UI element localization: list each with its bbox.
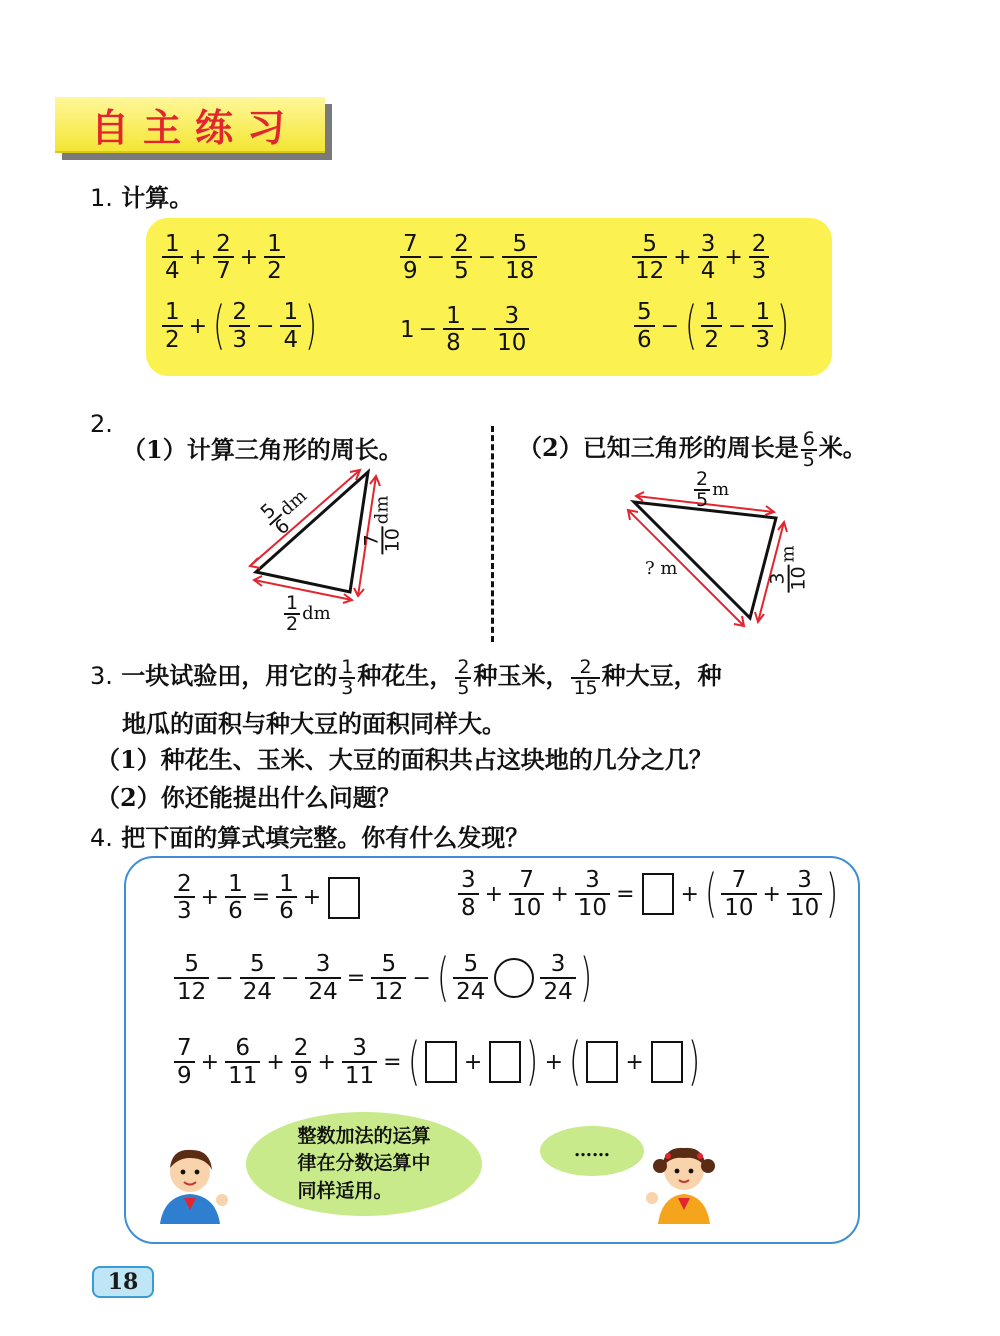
girl-character-icon [644, 1136, 724, 1226]
expr-1-1: $\frac{1}{4}$ + $\frac{2}{7}$ + $\frac{1}{2}$ [160, 232, 287, 283]
answer-blank[interactable] [489, 1041, 521, 1083]
question-2-part2: （2）已知三角形的周长是 $\frac{6}{5}$ 米。 [518, 427, 867, 471]
boy-character-icon [150, 1140, 230, 1226]
expr-1-2: $\frac{7}{9}$ − $\frac{2}{5}$ − $\frac{5}{18}$ [398, 232, 539, 283]
question-4: 4. 把下面的算式填完整。你有什么发现？ [90, 823, 530, 852]
question-2-part1: （1）计算三角形的周长。 [122, 435, 403, 464]
expr-2-3: $\frac{5}{6}$ − ( $\frac{1}{2}$ − $\frac{1}{3}$ ) [632, 300, 791, 352]
fraction: $\frac{2}{15}$ [573, 655, 598, 699]
question-3-line1: 3. 一块试验田，用它的 $\frac{1}{3}$ 种花生， $\frac{2}{5}$ 种玉米， $\frac{2}{15}$ 种大豆，种 [90, 655, 722, 699]
triangle-2-right-label: 3 10 m [766, 545, 810, 591]
question-number: 1. [90, 184, 113, 212]
fraction: $\frac{2}{5}$ [451, 232, 472, 283]
equation-3: $\frac{5}{12}$ − $\frac{5}{24}$ − $\frac{3}{24}$ = $\frac{5}{12}$ − ( $\frac{5}{24}$ $\frac{3}{24}$ ) [172, 952, 594, 1004]
fraction: $\frac{3}{10}$ [494, 304, 529, 355]
triangle-2-top-label: $\frac{2}{5}$ m [696, 468, 730, 511]
expr-1-3: $\frac{5}{12}$ + $\frac{3}{4}$ + $\frac{2}{3}$ [630, 232, 771, 283]
question-3-line2: 地瓜的面积与种大豆的面积同样大。 [122, 709, 506, 738]
triangle-1-bottom-label: $\frac{1}{2}$ dm [286, 592, 331, 635]
answer-blank[interactable] [586, 1041, 618, 1083]
fraction: $\frac{1}{3}$ [341, 655, 354, 699]
fraction: $\frac{1}{4}$ [162, 232, 183, 283]
fraction: $\frac{2}{3}$ [229, 300, 250, 351]
fraction: $\frac{5}{12}$ [632, 232, 667, 283]
fraction: $\frac{3}{4}$ [698, 232, 719, 283]
triangle-1-right-label: 7 10 dm [360, 495, 404, 553]
question-3-sub2: （2）你还能提出什么问题？ [96, 783, 401, 812]
fraction: $\frac{1}{2}$ [701, 300, 722, 351]
fraction: $\frac{2}{5}$ [457, 655, 470, 699]
page-number: 18 [92, 1266, 154, 1298]
answer-blank[interactable] [328, 877, 360, 919]
triangle-1-left-label: 5 6 dm [256, 485, 312, 540]
question-text: 计算。 [121, 183, 194, 212]
question-2-number: 2. [90, 410, 113, 438]
equation-4: $\frac{7}{9}$ + $\frac{6}{11}$ + $\frac{2}{9}$ + $\frac{3}{11}$ = ( + ) + ( + ) [172, 1036, 702, 1088]
triangle-2-left-label: ? m [645, 558, 678, 579]
equation-1: $\frac{2}{3}$ + $\frac{1}{6}$ = $\frac{1}{6}$ + [172, 872, 363, 923]
divider [491, 426, 494, 642]
fraction: $\frac{1}{2}$ [162, 300, 183, 351]
answer-blank[interactable] [642, 873, 674, 915]
operator-blank[interactable] [494, 958, 534, 998]
fraction: $\frac{7}{9}$ [400, 232, 421, 283]
fraction: $\frac{5}{18}$ [502, 232, 537, 283]
section-banner: 自主练习 [55, 97, 325, 153]
fraction: $\frac{1}{3}$ [752, 300, 773, 351]
boy-speech-bubble: 整数加法的运算 律在分数运算中 同样适用。 [246, 1112, 482, 1216]
fraction: $\frac{2}{7}$ [213, 232, 234, 283]
fraction: $\frac{1}{8}$ [443, 304, 464, 355]
equation-2: $\frac{3}{8}$ + $\frac{7}{10}$ + $\frac{3}{10}$ = + ( $\frac{7}{10}$ + $\frac{3}{10}$ ) [456, 868, 841, 920]
fraction: $\frac{1}{2}$ [264, 232, 285, 283]
question-1 [90, 178, 193, 213]
fraction: $\frac{6}{5}$ [802, 427, 815, 471]
girl-speech-bubble: …… [540, 1126, 644, 1176]
fraction: $\frac{1}{4}$ [280, 300, 301, 351]
answer-blank[interactable] [651, 1041, 683, 1083]
answer-blank[interactable] [425, 1041, 457, 1083]
question-3-sub1: （1）种花生、玉米、大豆的面积共占这块地的几分之几？ [96, 745, 713, 774]
fraction: $\frac{5}{6}$ [634, 300, 655, 351]
expr-2-2: 1 − $\frac{1}{8}$ − $\frac{3}{10}$ [400, 304, 531, 355]
expr-2-1: $\frac{1}{2}$ + ( $\frac{2}{3}$ − $\frac{1}{4}$ ) [160, 300, 319, 352]
fraction: $\frac{2}{3}$ [749, 232, 770, 283]
